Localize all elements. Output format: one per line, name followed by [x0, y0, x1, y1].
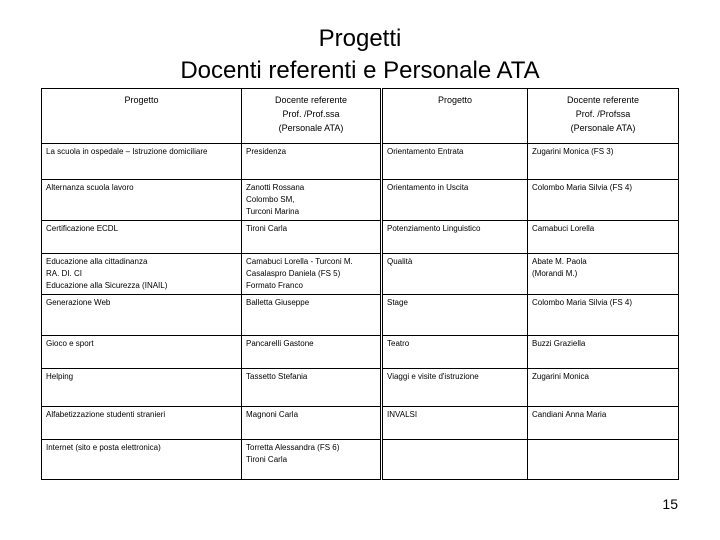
header-project-2: Progetto: [382, 89, 528, 144]
cell-referent-2: [528, 295, 679, 336]
cell-line: Presidenza: [246, 147, 287, 156]
header-referent-2: Docente referente Prof. /Profssa (Personale ATA): [528, 89, 679, 144]
cell-project: [42, 295, 242, 336]
cell-referent: [242, 144, 382, 180]
cell-referent: [242, 369, 382, 407]
page-number: 15: [662, 496, 678, 512]
cell-line: Colombo SM,: [246, 195, 295, 204]
cell-project: [42, 144, 242, 180]
cell-line: Colombo Maria Silvia (FS 4): [532, 298, 633, 307]
header-referent: Docente referente Prof. /Prof.ssa (Personale ATA): [242, 89, 382, 144]
table-row: [42, 144, 679, 180]
cell-project: [42, 221, 242, 254]
cell-line: (Morandi M.): [532, 269, 578, 278]
cell-referent-2: [528, 221, 679, 254]
cell-referent-2: [528, 407, 679, 440]
cell-referent-2: [528, 369, 679, 407]
cell-line: Camabuci Lorella: [532, 224, 595, 233]
cell-line: Zugarini Monica: [532, 372, 589, 381]
cell-project: [42, 180, 242, 221]
cell-line: Certificazione ECDL: [46, 224, 119, 233]
table-row: [42, 221, 679, 254]
cell-line: Potenziamento Linguistico: [387, 224, 481, 233]
cell-line: Formato Franco: [246, 281, 303, 290]
cell-line: Generazione Web: [46, 298, 111, 307]
cell-referent-2: [528, 440, 679, 480]
cell-line: Abate M. Paola: [532, 257, 587, 266]
cell-project: [42, 407, 242, 440]
header-project: Progetto: [42, 89, 242, 144]
cell-line: Teatro: [387, 339, 410, 348]
cell-referent: [242, 221, 382, 254]
cell-line: Orientamento in Uscita: [387, 183, 469, 192]
cell-line: Tassetto Stefania: [246, 372, 308, 381]
cell-project: [42, 336, 242, 369]
table-row: [42, 180, 679, 221]
cell-referent: [242, 407, 382, 440]
cell-line: INVALSI: [387, 410, 418, 419]
cell-referent: [242, 295, 382, 336]
cell-project-2: [382, 440, 528, 480]
cell-project-2: [382, 180, 528, 221]
table-row: [42, 407, 679, 440]
table-row: [42, 369, 679, 407]
cell-line: Tironi Carla: [246, 455, 288, 464]
cell-line: Internet (sito e posta elettronica): [46, 443, 161, 452]
cell-line: RA. DI. CI: [46, 269, 83, 278]
projects-table: [41, 88, 679, 480]
cell-line: Pancarelli Gastone: [246, 339, 314, 348]
cell-project: [42, 369, 242, 407]
table-row: [42, 440, 679, 480]
cell-line: Alfabetizzazione studenti stranieri: [46, 410, 166, 419]
cell-line: Colombo Maria Silvia (FS 4): [532, 183, 633, 192]
table-row: [42, 336, 679, 369]
cell-line: Stage: [387, 298, 408, 307]
cell-project-2: [382, 336, 528, 369]
cell-project-2: [382, 295, 528, 336]
cell-line: Gioco e sport: [46, 339, 94, 348]
cell-line: Magnoni Carla: [246, 410, 299, 419]
cell-project-2: [382, 144, 528, 180]
cell-project: [42, 440, 242, 480]
cell-line: Zugarini Monica (FS 3): [532, 147, 614, 156]
cell-referent-2: [528, 180, 679, 221]
table-body: [42, 144, 679, 480]
table-header-row: [42, 89, 679, 144]
table-row: [42, 254, 679, 295]
cell-line: Torretta Alessandra (FS 6): [246, 443, 340, 452]
cell-referent: [242, 180, 382, 221]
cell-line: La scuola in ospedale – Istruzione domiciliare: [46, 147, 208, 156]
cell-line: Helping: [46, 372, 74, 381]
cell-line: Qualità: [387, 257, 413, 266]
cell-line: Candiani Anna Maria: [532, 410, 607, 419]
cell-line: Buzzi Graziella: [532, 339, 586, 348]
cell-line: Educazione alla cittadinanza: [46, 257, 148, 266]
table-row: [42, 295, 679, 336]
cell-line: Educazione alla Sicurezza (INAIL): [46, 281, 168, 290]
cell-referent-2: [528, 144, 679, 180]
cell-line: Balletta Giuseppe: [246, 298, 310, 307]
cell-referent-2: [528, 254, 679, 295]
page-subtitle: Docenti referenti e Personale ATA: [180, 57, 540, 84]
cell-line: Casalaspro Daniela (FS 5): [246, 269, 341, 278]
cell-referent: [242, 254, 382, 295]
cell-line: Alternanza scuola lavoro: [46, 183, 134, 192]
cell-line: Orientamento Entrata: [387, 147, 464, 156]
cell-project: [42, 254, 242, 295]
cell-referent: [242, 336, 382, 369]
cell-project-2: [382, 254, 528, 295]
cell-project-2: [382, 369, 528, 407]
cell-referent-2: [528, 336, 679, 369]
cell-project-2: [382, 407, 528, 440]
cell-project-2: [382, 221, 528, 254]
page-title: Progetti: [318, 25, 402, 52]
cell-line: Turconi Marina: [246, 207, 300, 216]
cell-line: Zanotti Rossana: [246, 183, 305, 192]
cell-referent: [242, 440, 382, 480]
cell-line: Viaggi e visite d'istruzione: [387, 372, 479, 381]
cell-line: Tironi Carla: [246, 224, 288, 233]
cell-line: Camabuci Lorella - Turconi M.: [246, 257, 353, 266]
